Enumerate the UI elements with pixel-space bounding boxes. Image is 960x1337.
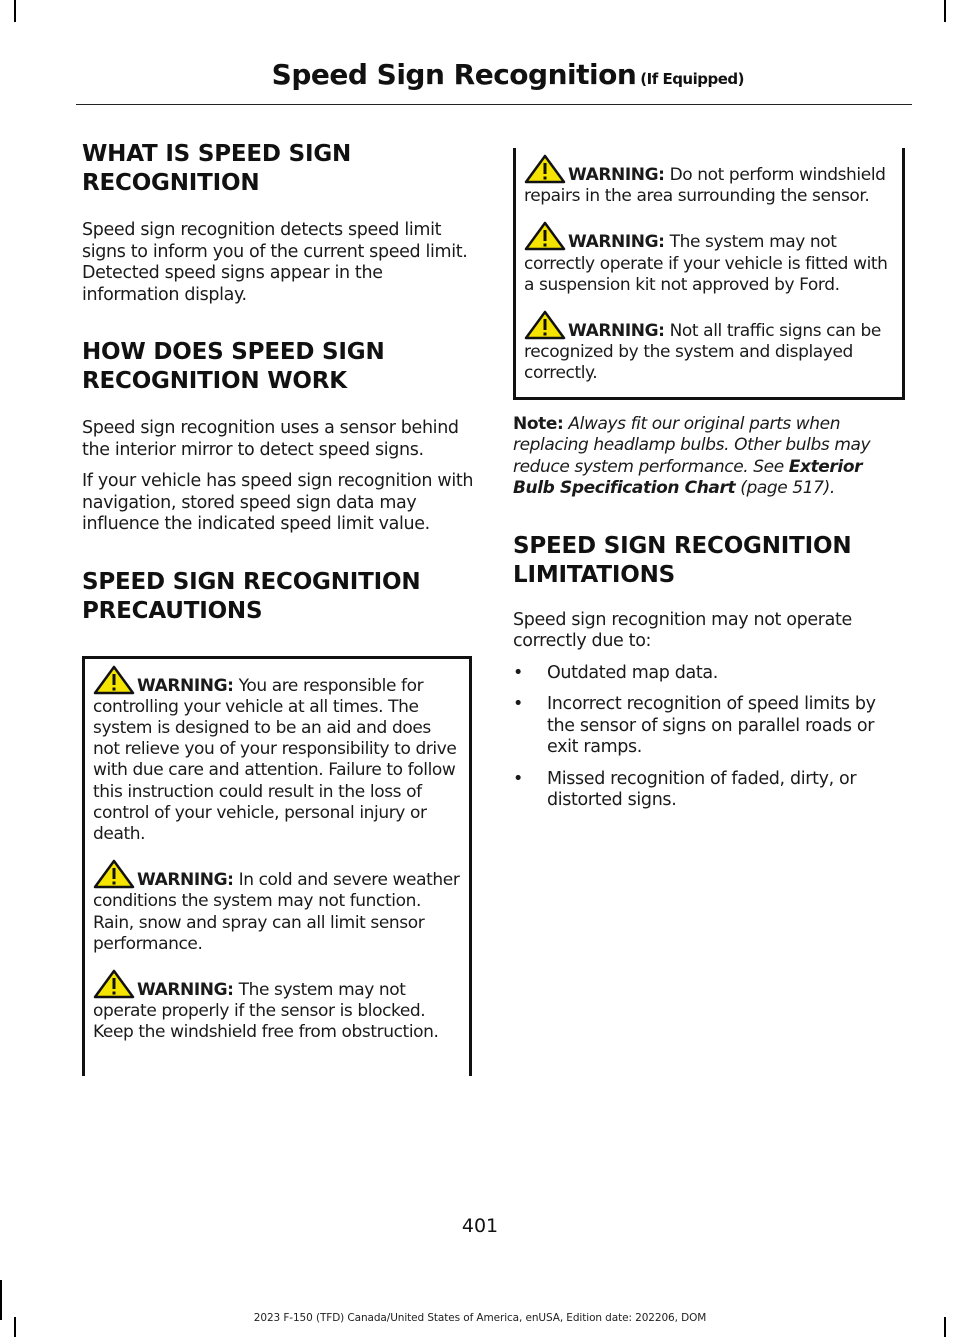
bullet-icon: • — [513, 662, 523, 683]
heading-line: HOW DOES SPEED SIGN — [82, 339, 385, 365]
warning-triangle-icon — [524, 221, 566, 251]
right-column — [513, 148, 905, 822]
warning-text: Do not perform windshield repairs in the area surrounding the sensor. — [524, 165, 886, 207]
crop-mark-top-left — [14, 0, 16, 22]
warning-label: WARNING: — [568, 165, 665, 185]
warning-text: Not all traffic signs can be recognized by the system and displayed correctly. — [524, 321, 881, 384]
note-text: Always fit our original parts when replacing headlamp bulbs. Other bulbs may reduce system performance. See — [513, 413, 871, 477]
paragraph: If your vehicle has speed sign recognition with navigation, stored speed sign data may influence the indicated speed limit value. — [82, 471, 474, 534]
heading-line: RECOGNITION — [82, 170, 260, 196]
warning-triangle-icon — [524, 310, 566, 340]
list-item-text: Outdated map data. — [547, 662, 718, 683]
warning-triangle-icon — [524, 154, 566, 184]
warning-item — [524, 310, 894, 385]
warning-label: WARNING: — [137, 675, 234, 696]
page-reference: (page 517) — [740, 478, 830, 499]
crop-mark-top-right — [944, 0, 946, 22]
list-item — [513, 769, 905, 812]
note-label: Note: — [513, 413, 564, 434]
warning-text: You are responsible for controlling your vehicle at all times. The system is designed to be an aid and does not relieve you of your responsibility to drive with due care and attention. Failure to follow this instruction could result in the loss of control of your vehicle, personal injury or death. — [93, 675, 457, 844]
warning-text: The system may not correctly operate if your vehicle is fitted with a suspension kit not approved by Ford. — [524, 232, 888, 295]
page-number: 401 — [461, 1215, 499, 1237]
paragraph: Speed sign recognition may not operate correctly due to: — [513, 609, 852, 652]
cross-reference-link[interactable]: Exterior Bulb Specification Chart — [513, 456, 863, 499]
heading-line: PRECAUTIONS — [82, 597, 263, 624]
list-item — [513, 694, 905, 759]
warning-item — [93, 665, 461, 846]
bullet-icon: • — [513, 694, 523, 715]
heading-line: SPEED SIGN RECOGNITION — [513, 532, 852, 559]
limitations-list — [513, 663, 905, 812]
page-title — [272, 58, 744, 91]
paragraph: Speed sign recognition detects speed limit signs to inform you of the current speed limit. Detected speed signs appear in the information display. — [82, 220, 468, 305]
title-main: Speed Sign Recognition — [271, 58, 637, 91]
warning-triangle-icon — [93, 665, 135, 695]
heading-line: WHAT IS SPEED SIGN — [82, 141, 352, 167]
heading-line: LIMITATIONS — [513, 561, 675, 588]
list-item — [513, 663, 905, 685]
warning-triangle-icon — [93, 969, 135, 999]
warning-text: The system may not operate properly if the sensor is blocked. Keep the windshield free from obstruction. — [93, 979, 439, 1043]
heading-line: SPEED SIGN RECOGNITION — [82, 568, 421, 595]
warning-item — [524, 154, 894, 207]
section-heading-precautions — [82, 568, 474, 626]
left-column — [82, 140, 474, 1076]
warning-label: WARNING: — [568, 232, 665, 253]
title-subtitle: (If Equipped) — [640, 70, 744, 88]
note — [513, 414, 905, 500]
page-footer: 2023 F-150 (TFD) Canada/United States of America, enUSA, Edition date: 202206, DOM — [253, 1312, 707, 1324]
list-item-text: Missed recognition of faded, dirty, or distorted signs. — [547, 768, 857, 811]
bullet-icon: • — [513, 768, 523, 789]
warning-item — [93, 859, 461, 955]
warning-text: In cold and severe weather conditions the system may not function. Rain, snow and spray can all limit sensor performance. — [93, 870, 460, 954]
page-header — [76, 52, 912, 105]
warning-label: WARNING: — [137, 870, 234, 891]
warning-triangle-icon — [93, 859, 135, 889]
warning-item — [524, 221, 894, 296]
section-heading-how-does — [82, 338, 474, 396]
warning-label: WARNING: — [568, 321, 665, 342]
warning-item — [93, 969, 461, 1044]
warning-box-left — [82, 656, 472, 1076]
warning-box-right — [513, 148, 905, 400]
heading-line: RECOGNITION WORK — [82, 368, 347, 394]
list-item-text: Incorrect recognition of speed limits by the sensor of signs on parallel roads or exit ramps. — [547, 694, 876, 758]
section-heading-limitations — [513, 532, 905, 590]
note-end: . — [829, 478, 835, 499]
warning-label: WARNING: — [137, 979, 234, 1000]
section-heading-what-is — [82, 140, 474, 198]
paragraph: Speed sign recognition uses a sensor behind the interior mirror to detect speed signs. — [82, 418, 459, 460]
